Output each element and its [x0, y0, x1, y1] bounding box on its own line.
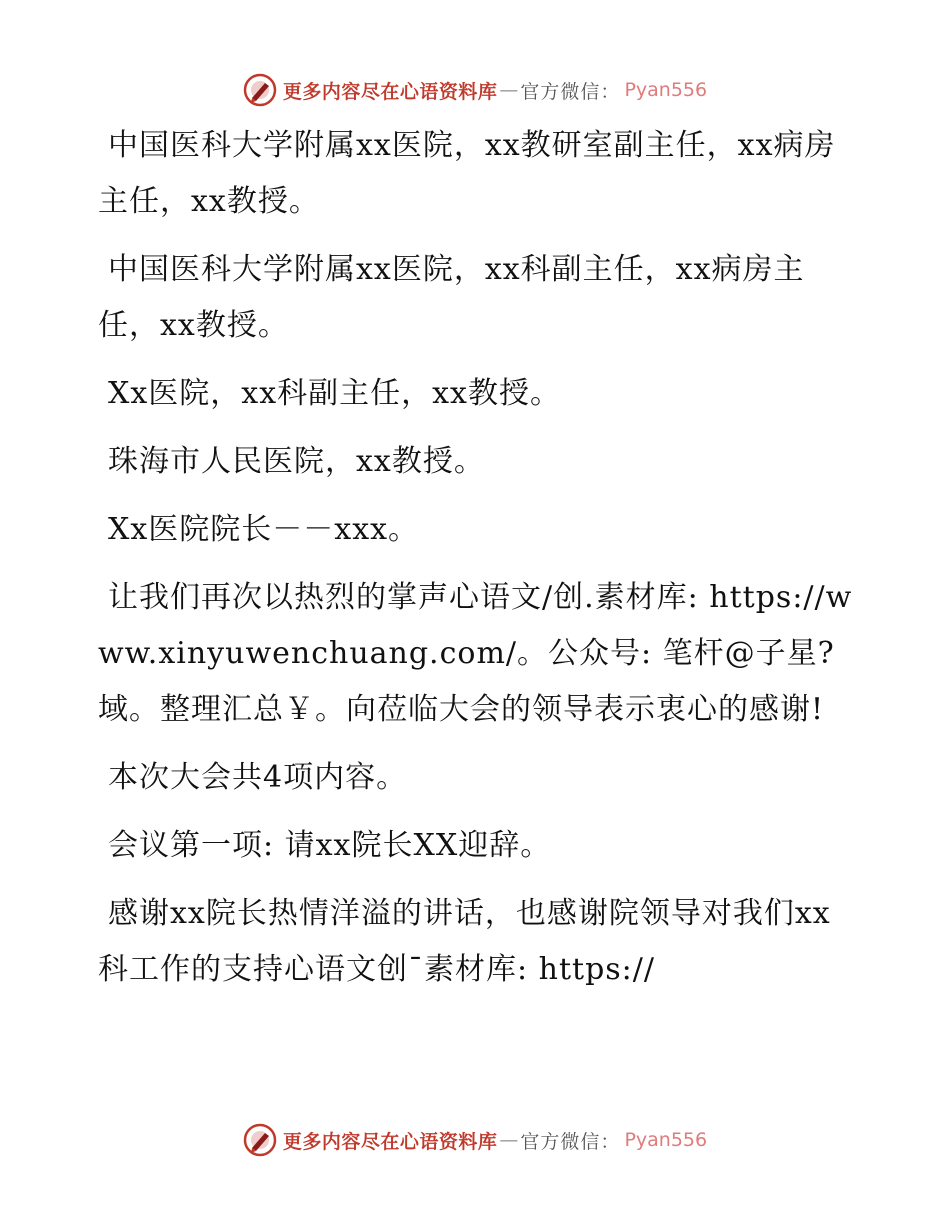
paragraph: 珠海市人民医院，xx教授。 — [108, 444, 485, 479]
paragraph: 感谢xx院长热情洋溢的讲话，也感谢院领导对我们xx科工作的支持心语文创¯素材库: https:// — [98, 896, 831, 987]
wechat-label: 官方微信： — [520, 1130, 621, 1153]
paragraph: Xx医院，xx科副主任，xx教授。 — [108, 376, 561, 411]
footer-banner — [0, 1120, 950, 1160]
paragraph: 中国医科大学附属xx医院，xx科副主任，xx病房主任，xx教授。 — [98, 252, 805, 343]
brand-text: 更多内容尽在心语资料库 — [282, 1130, 498, 1153]
pen-logo-icon — [243, 1123, 277, 1157]
paragraph: 会议第一项: 请xx院长XX迎辞。 — [108, 828, 552, 863]
wechat-id: Pyan556 — [624, 79, 708, 101]
wechat-label: 官方微信： — [520, 80, 621, 103]
pen-logo-icon — [243, 73, 277, 107]
paragraph: Xx医院院长－－xxx。 — [108, 512, 420, 547]
document-body — [98, 118, 858, 1010]
banner-dash: — — [499, 1129, 519, 1151]
banner-dash: — — [499, 79, 519, 101]
paragraph: 本次大会共4项内容。 — [108, 760, 408, 795]
brand-text: 更多内容尽在心语资料库 — [282, 80, 498, 103]
paragraph: 让我们再次以热烈的掌声心语文/创.素材库: https://www.xinyuwenchuang.com/。公众号: 笔杆@子星?域。整理汇总￥。向莅临大会的领导表示衷心的感谢! — [98, 580, 853, 727]
paragraph: 中国医科大学附属xx医院，xx教研室副主任，xx病房主任，xx教授。 — [98, 128, 836, 219]
header-banner — [0, 70, 950, 110]
wechat-id: Pyan556 — [624, 1129, 708, 1151]
